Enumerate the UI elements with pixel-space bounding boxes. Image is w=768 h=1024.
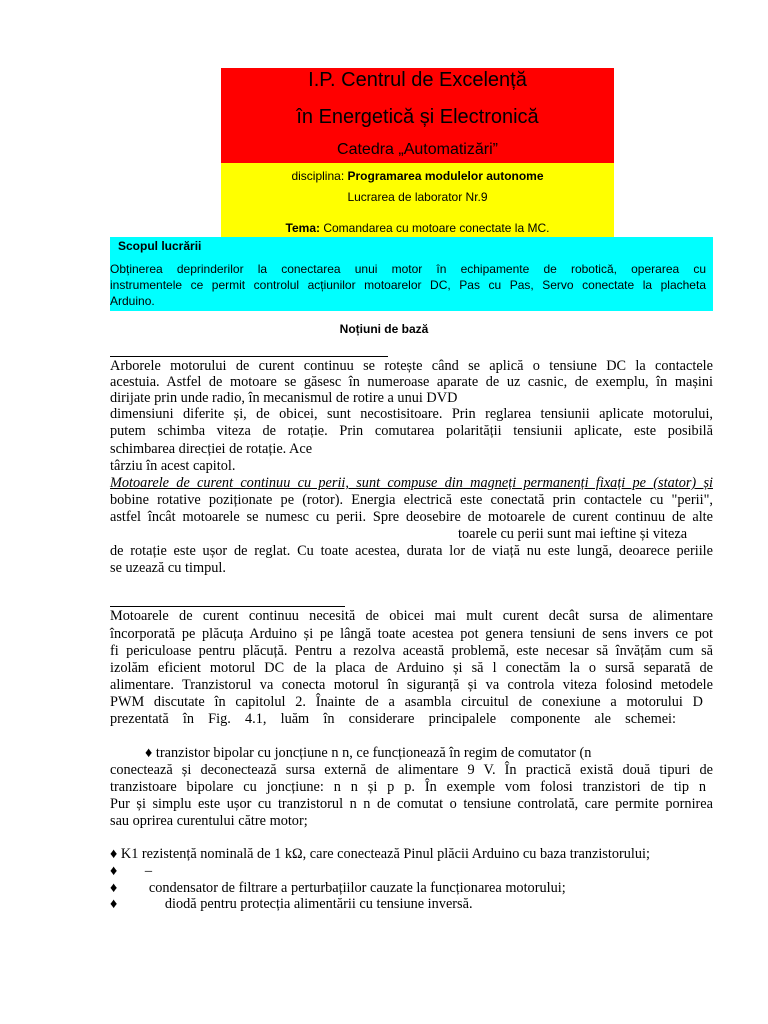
- scope-line: instrumentele ce permit controlul acțiunilor motoarelor DC, Pas cu Pas, Servo conectate la placheta: [110, 278, 706, 292]
- component-text: diodă pentru protecția alimentării cu tensiune inversă.: [164, 896, 473, 912]
- bullet-transistor-line: conectează și deconectează sursa externă de alimentare 9 V. În practică există două tipuri de: [110, 762, 713, 778]
- scope-line: Arduino.: [110, 294, 155, 308]
- paragraph-line: târziu în acest capitol.: [110, 458, 236, 474]
- paragraph-line: Arborele motorului de curent continuu se rotește când se aplică o tensiune DC la contactele: [110, 358, 713, 374]
- scope-box: [110, 237, 713, 311]
- blank-rule: [110, 606, 345, 607]
- bullet-transistor-line: tranzistoare bipolare cu joncțiune: n n și p p. În exemple vom folosi tranzistori de tip n: [110, 779, 706, 795]
- discipline-name: Programarea modulelor autonome: [347, 169, 544, 183]
- diamond-bullet-icon: ♦: [110, 846, 118, 862]
- institution-name-line1: I.P. Centrul de Excelență: [308, 69, 527, 91]
- paragraph-line: Motoarele de curent continuu necesită de obicei mai mult curent decât sursa de alimentare: [110, 608, 713, 624]
- paragraph-line: se uzează cu timpul.: [110, 560, 226, 576]
- paragraph-line: izolăm eficient motorul DC de la placa de Arduino și să l conectăm la o sursă separată de: [110, 660, 713, 676]
- topic-text: Comandarea cu motoare conectate la MC.: [320, 221, 550, 235]
- bullet-transistor-line: ♦ tranzistor bipolar cu joncțiune n n, ce funcționează în regim de comutator (n: [145, 745, 592, 761]
- paragraph-line: alimentare. Tranzistorul va conecta motorul în siguranță și va controla viteza folosind metodele: [110, 677, 713, 693]
- component-text: –: [144, 863, 153, 879]
- paragraph-line: dimensiuni diferite și, de obicei, sunt necostisitoare. Prin reglarea tensiunii aplicate motorului,: [110, 406, 713, 422]
- paragraph-line: de rotație este ușor de reglat. Cu toate acestea, durata lor de viață nu este lungă, deoarece periile: [110, 543, 713, 559]
- component-item: [110, 846, 650, 862]
- paragraph-line: încorporată pe plăcuța Arduino și pe lângă toate acestea pot genera tensiuni de sens invers ce pot: [110, 626, 713, 642]
- paragraph-line-italic: Motoarele de curent continuu cu perii, sunt compuse din magneți permanenți fixați pe (stator) și: [110, 475, 713, 491]
- paragraph-line: bobine rotative poziționate pe (rotor). Energia electrică este conectată prin contactele cu "perii",: [110, 492, 713, 508]
- diamond-bullet-icon: ♦: [110, 896, 118, 912]
- paragraph-line: acestuia. Astfel de motoare se găsesc în numeroase aparate de uz casnic, de exemplu, în mașini: [110, 374, 713, 390]
- paragraph-line: putem schimba viteza de rotație. Prin comutarea polarității tensiunii aplicate, este posibilă: [110, 423, 713, 439]
- lab-title: Lucrarea de laborator Nr.9: [347, 190, 488, 204]
- header-banner: [221, 68, 614, 163]
- paragraph-line: dirijate prin unde radio, în mecanismul de rotire a unui DVD: [110, 390, 458, 406]
- section-title: Noțiuni de bază: [339, 322, 429, 336]
- topic-label: Tema:: [285, 221, 320, 235]
- diamond-bullet-icon: ♦: [110, 880, 118, 896]
- department-name: Catedra „Automatizări”: [337, 141, 498, 158]
- component-item: [110, 896, 473, 912]
- blank-rule: [110, 356, 388, 357]
- component-item: [110, 863, 152, 879]
- scope-line: Obținerea deprinderilor la conectarea unui motor în echipamente de robotică, operarea cu: [110, 262, 706, 276]
- component-item: [110, 880, 566, 896]
- institution-name-line2: în Energetică și Electronică: [296, 106, 539, 128]
- paragraph-line: astfel încât motoarele se numesc cu perii. Spre deosebire de motoarele de curent continuu de alte: [110, 509, 713, 525]
- diamond-bullet-icon: ♦: [110, 863, 118, 879]
- paragraph-line: schimbarea direcției de rotație. Ace: [110, 441, 313, 457]
- discipline-line: [221, 169, 614, 183]
- component-text: condensator de filtrare a perturbațiilor cauzate la funcționarea motorului;: [148, 880, 566, 896]
- paragraph-line: fi periculoase pentru plăcuță. Pentru a rezolva această problemă, este necesar să învățăm cum să: [110, 643, 713, 659]
- paragraph-line: prezentată în Fig. 4.1, luăm în considerare principalele componente ale schemei:: [110, 711, 676, 727]
- topic-line: [221, 221, 614, 235]
- scope-heading: Scopul lucrării: [118, 239, 202, 253]
- paragraph-line: toarele cu perii sunt mai ieftine și viteza: [458, 526, 688, 542]
- bullet-transistor-line: sau oprirea curentului către motor;: [110, 813, 308, 829]
- component-text: K1 rezistență nominală de 1 kΩ, care conectează Pinul plăcii Arduino cu baza tranzistorului;: [120, 846, 650, 862]
- bullet-transistor-line: Pur și simplu este ușor cu tranzistorul n n de comutat o tensiune controlată, care permite pornirea: [110, 796, 713, 812]
- paragraph-line: PWM discutate în capitolul 2. Înainte de a asambla circuitul de conexiune a motorului D: [110, 694, 703, 710]
- discipline-label: disciplina:: [291, 169, 348, 183]
- course-info-banner: [221, 163, 614, 237]
